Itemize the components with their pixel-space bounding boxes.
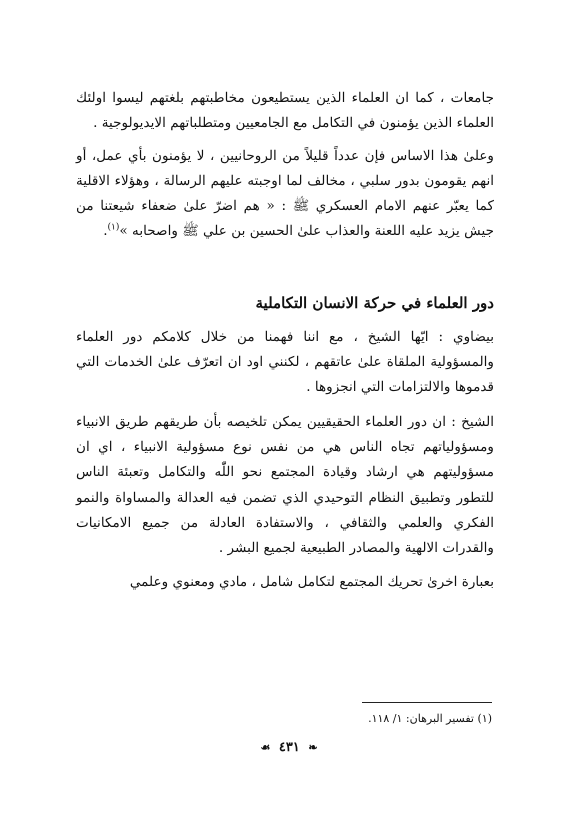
paragraph-2-text: وعلىٰ هذا الاساس فإن عدداً قليلاً من الروحانيين ، لا يؤمنون بأي عمل، أو انهم يقومون بدور سلبي ، مخالف لما اوجبته عليهم الرسالة ، وهؤلاء الاقلية كما يعبّر عنهم الامام العسكري ﷺ : « هم اضرّ علىٰ ضعفاء شيعتنا من جيش يزيد عليه اللعنة والعذاب علىٰ الحسين بن علي ﷺ واصحابه » [76, 147, 494, 240]
page-number-row [0, 740, 578, 755]
paragraph-1: جامعات ، كما ان العلماء الذين يستطيعون مخاطبتهم بلغتهم ليسوا اولئك العلماء الذين يؤمنون في التكامل مع الجامعيين ومتطلباتهم الايديولوجية . [76, 90, 494, 132]
main-text-block [76, 86, 494, 596]
footnote-reference: (١) [107, 222, 120, 233]
ornament-right-icon: ❧ [308, 741, 318, 754]
footnote-divider [362, 702, 492, 703]
page-number: ٤٣١ [278, 740, 300, 755]
paragraph-3: بيضاوي : ايّها الشيخ ، مع اننا فهمنا من خلال كلامكم دور العلماء والمسؤولية الملقاة علىٰ عاتقهم ، لكنني اود ان اتعرّف علىٰ الخدمات التي قدموها والالتزامات التي انجزوها . [76, 328, 494, 396]
paragraph-5: بعبارة اخرىٰ تحريك المجتمع لتكامل شامل ، مادي ومعنوي وعلمي [129, 574, 494, 591]
section-heading: دور العلماء في حركة الانسان التكاملية [255, 293, 494, 312]
paragraph-2-end: . [103, 223, 108, 240]
paragraph-4: الشيخ : ان دور العلماء الحقيقيين يمكن تلخيصه بأن طريقهم طريق الانبياء ومسؤولياتهم تجاه الناس هي من نفس نوع مسؤولية الانبياء ، اي ان مسؤوليتهم هي ارشاد وقيادة المجتمع نحو اللّٰه والتكامل وتعبئة الناس للتطور وتطبيق النظام التوحيدي الذي تضمن فيه العدالة والمساواة والنمو الفكري والعلمي والثقافي ، والاستفادة العادلة من جميع الامكانيات والقدرات الالهية والمصادر الطبيعية لجميع البشر . [76, 413, 494, 557]
paragraph-2 [76, 144, 494, 245]
footnote: (١) تفسير البرهان: ١/ ١١٨. [368, 712, 492, 725]
ornament-left-icon: ☙ [260, 741, 271, 754]
